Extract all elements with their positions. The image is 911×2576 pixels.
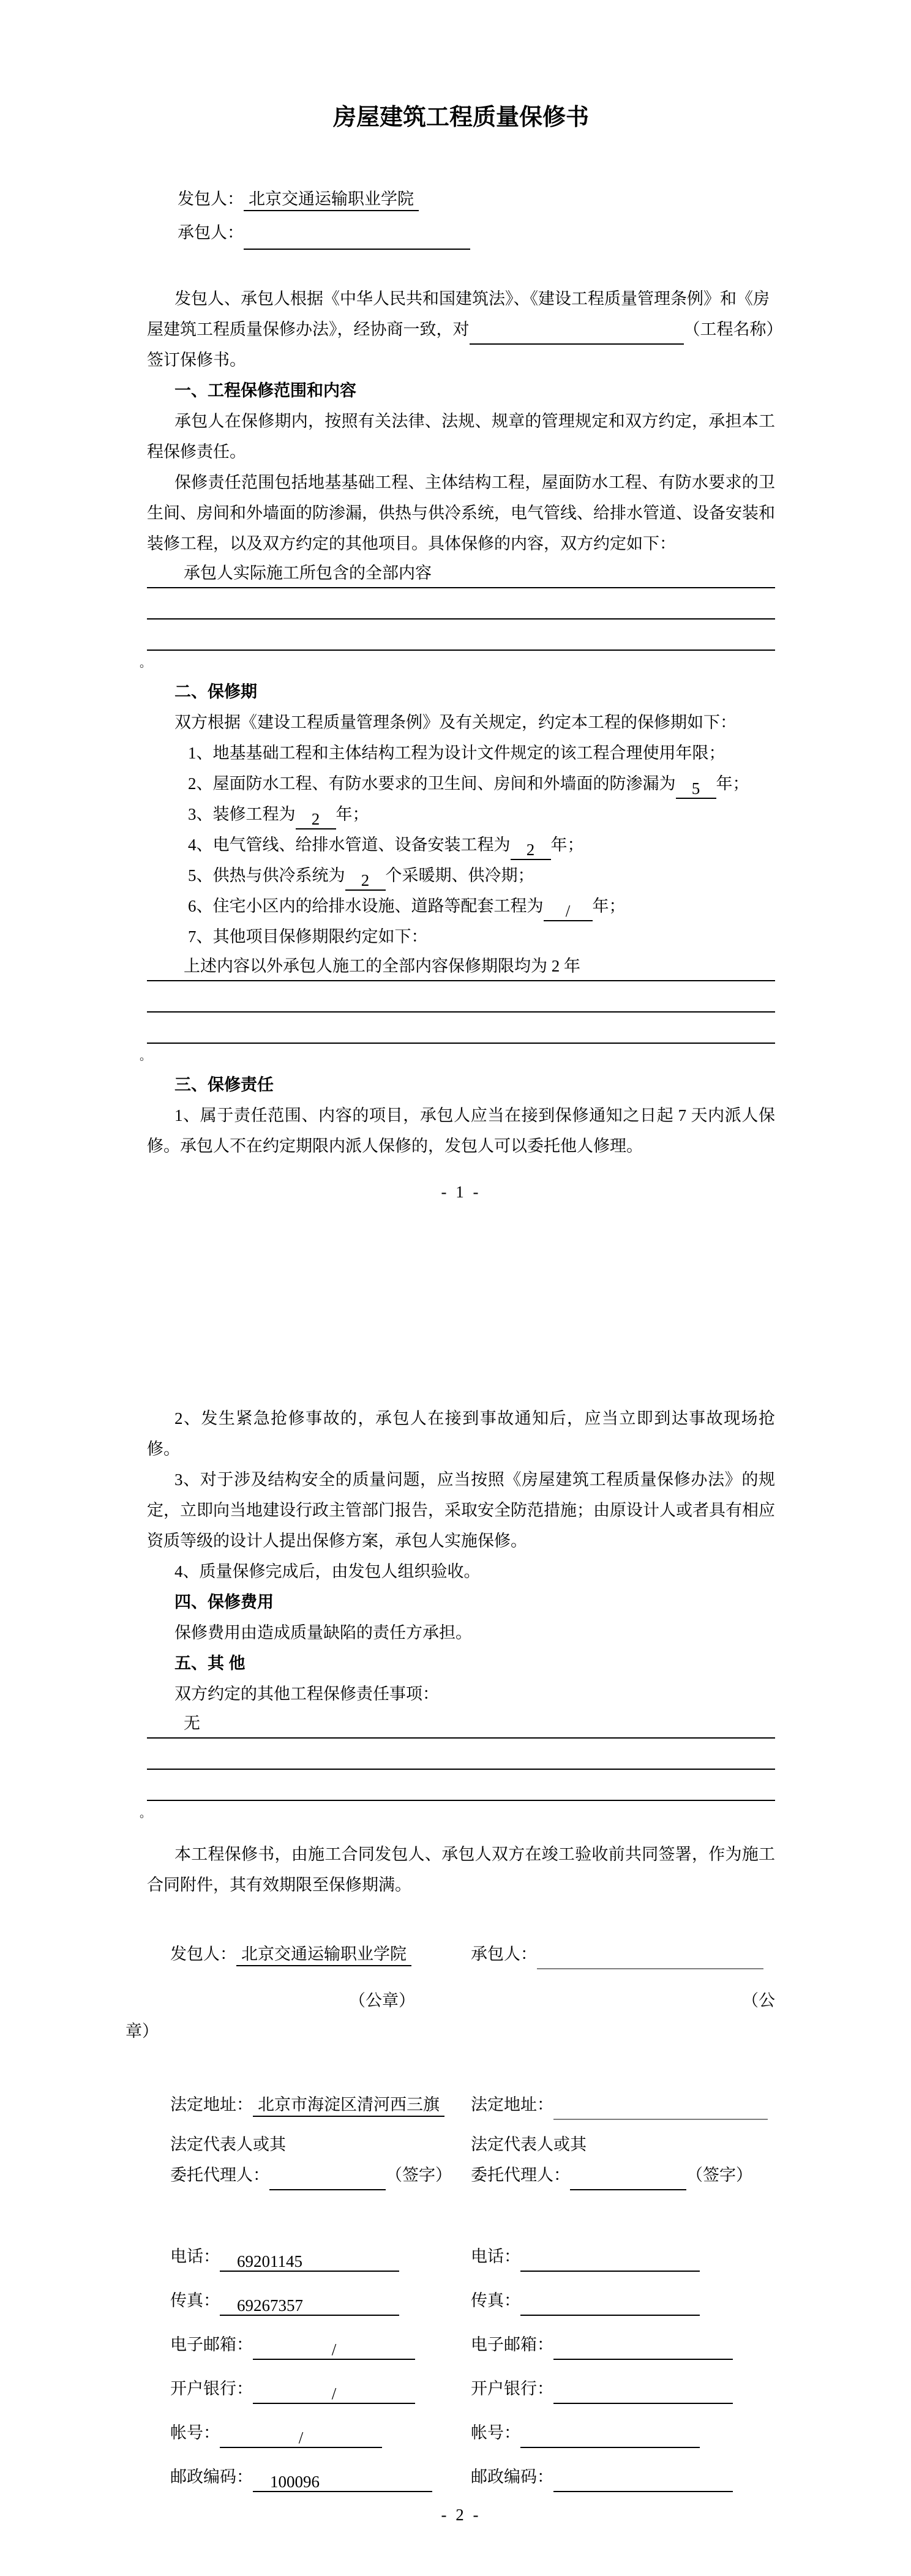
project-name-blank-field bbox=[470, 324, 684, 345]
section1-paragraph-2: 保修责任范围包括地基基础工程、主体结构工程，屋面防水工程、有防水要求的卫生间、房间和外墙面的防渗漏，供热与供冷系统，电气管线、给排水管道、设备安装和装修工程，以及双方约定的其他项目。具体保修的内容，双方约定如下： bbox=[147, 473, 775, 553]
section3-paragraph-4: 4、质量保修完成后，由发包人组织验收。 bbox=[174, 1562, 481, 1581]
zip-blank-field-right bbox=[553, 2471, 733, 2492]
address-blank-field-right bbox=[553, 2099, 768, 2120]
fax-row bbox=[147, 2285, 775, 2316]
warranty-item-6: 6、住宅小区内的给排水设施、道路等配套工程为 / 年； bbox=[188, 897, 626, 920]
section3-heading: 三、保修责任 bbox=[174, 1076, 274, 1094]
fax-blank-field-right bbox=[520, 2295, 700, 2316]
employer-row bbox=[147, 182, 775, 216]
warranty-item-4-blank: 2 bbox=[511, 839, 551, 860]
warranty-item-5-blank: 2 bbox=[345, 870, 386, 891]
phone-label-right: 电话： bbox=[471, 2247, 520, 2266]
address-label-right: 法定地址： bbox=[471, 2095, 553, 2114]
section1-heading: 一、工程保修范围和内容 bbox=[174, 381, 356, 400]
representative-row bbox=[147, 2129, 775, 2160]
section4-paragraph-1: 保修费用由造成质量缺陷的责任方承担。 bbox=[174, 1623, 472, 1642]
warranty-item-5: 5、供热与供冷系统为 2 个采暖期、供冷期； bbox=[188, 866, 534, 889]
account-row bbox=[147, 2417, 775, 2448]
warranty-item-1: 1、地基基础工程和主体结构工程为设计文件规定的该工程合理使用年限； bbox=[188, 744, 725, 762]
representative-label-left: 法定代表人或其 bbox=[170, 2135, 286, 2154]
signature-employer bbox=[147, 1939, 471, 1969]
phone-row bbox=[147, 2241, 775, 2272]
signature-contractor-label: 承包人： bbox=[471, 1945, 537, 1963]
section5-heading: 五、其 他 bbox=[174, 1654, 246, 1672]
section2-fill-text: 上述内容以外承包人施工的全部内容保修期限均为 2 年 bbox=[184, 957, 580, 975]
warranty-item-2: 2、屋面防水工程、有防水要求的卫生间、房间和外墙面的防渗漏为 5 年； bbox=[188, 774, 749, 798]
section5-paragraph-1: 双方约定的其他工程保修责任事项： bbox=[174, 1685, 439, 1703]
period-mark: 。 bbox=[140, 657, 152, 670]
section2-intro: 双方根据《建设工程质量管理条例》及有关规定，约定本工程的保修期如下： bbox=[174, 713, 737, 732]
zip-label-left: 邮政编码： bbox=[170, 2468, 253, 2486]
address-value-left: 北京市海淀区清河西三旗 bbox=[253, 2095, 444, 2117]
phone-label-left: 电话： bbox=[170, 2247, 220, 2266]
fax-value-left: 69267357 bbox=[220, 2295, 399, 2316]
email-label-left: 电子邮箱： bbox=[170, 2335, 253, 2354]
agent-label-right: 委托代理人： bbox=[471, 2166, 570, 2184]
fax-label-right: 传真： bbox=[471, 2291, 520, 2310]
blank-rule-line bbox=[147, 1770, 775, 1801]
bank-blank-field-right bbox=[553, 2383, 733, 2404]
intro-text-after: （工程名称）签订保修书。 bbox=[147, 320, 774, 369]
account-value-left: / bbox=[220, 2427, 382, 2448]
account-label-left: 帐号： bbox=[170, 2424, 220, 2442]
period-mark: 。 bbox=[140, 1807, 152, 1820]
blank-rule-line bbox=[147, 1739, 775, 1770]
email-row bbox=[147, 2329, 775, 2360]
email-blank-field-right bbox=[553, 2339, 733, 2360]
email-label-right: 电子邮箱： bbox=[471, 2335, 553, 2354]
contractor-row bbox=[147, 216, 775, 250]
section5-fill-line bbox=[147, 1709, 775, 1739]
warranty-item-2-blank: 5 bbox=[676, 778, 716, 799]
zip-value-left: 100096 bbox=[253, 2471, 432, 2492]
email-value-left: / bbox=[253, 2339, 415, 2360]
section1-fill-text: 承包人实际施工所包含的全部内容 bbox=[184, 564, 432, 582]
signature-employer-value: 北京交通运输职业学院 bbox=[236, 1945, 411, 1966]
signature-employer-label: 发包人： bbox=[170, 1945, 236, 1963]
agent-row bbox=[147, 2160, 775, 2190]
fax-label-left: 传真： bbox=[170, 2291, 220, 2310]
representative-label-right: 法定代表人或其 bbox=[471, 2135, 587, 2154]
section3-paragraph-1: 1、属于责任范围、内容的项目，承包人应当在接到保修通知之日起 7 天内派人保修。承包人不在约定期限内派人保修的，发包人可以委托他人修理。 bbox=[147, 1106, 775, 1155]
blank-rule-line bbox=[147, 588, 775, 620]
agent-blank-field-right bbox=[570, 2170, 686, 2190]
signature-row bbox=[147, 1939, 775, 1969]
warranty-item-4: 4、电气管线、给排水管道、设备安装工程为 2 年； bbox=[188, 836, 584, 859]
employer-value: 北京交通运输职业学院 bbox=[244, 190, 419, 211]
bank-label-left: 开户银行： bbox=[170, 2379, 253, 2398]
agent-label-left: 委托代理人： bbox=[170, 2166, 269, 2184]
blank-rule-line bbox=[147, 620, 775, 651]
section2-fill-line bbox=[147, 952, 775, 981]
seal-right-label-wrap: 章） bbox=[126, 2022, 159, 2040]
bank-value-left: / bbox=[253, 2383, 415, 2404]
phone-value-left: 69201145 bbox=[220, 2251, 399, 2272]
address-row bbox=[147, 2089, 775, 2120]
warranty-item-7: 7、其他项目保修期限约定如下： bbox=[188, 927, 428, 946]
agent-sign-right: （签字） bbox=[686, 2166, 752, 2184]
section3-paragraph-3: 3、对于涉及结构安全的质量问题，应当按照《房屋建筑工程质量保修办法》的规定，立即向当地建设行政主管部门报告，采取安全防范措施；由原设计人或者具有相应资质等级的设计人提出保修方案，承包人实施保修。 bbox=[147, 1470, 775, 1550]
zip-label-right: 邮政编码： bbox=[471, 2468, 553, 2486]
page1-number: - 1 - bbox=[441, 1183, 481, 1201]
agent-sign-left: （签字） bbox=[386, 2166, 452, 2184]
bank-row bbox=[147, 2373, 775, 2404]
closing-paragraph: 本工程保修书，由施工合同发包人、承包人双方在竣工验收前共同签署，作为施工合同附件，其有效期限至保修期满。 bbox=[147, 1845, 775, 1894]
section2-heading: 二、保修期 bbox=[174, 683, 257, 701]
section1-fill-line bbox=[147, 559, 775, 588]
party-block bbox=[147, 182, 775, 250]
seal-right-label-open: （公 bbox=[742, 1991, 775, 2010]
account-blank-field-right bbox=[520, 2427, 700, 2448]
seal-row bbox=[147, 1985, 775, 2016]
period-mark: 。 bbox=[140, 1050, 152, 1063]
bank-label-right: 开户银行： bbox=[471, 2379, 553, 2398]
page-title: 房屋建筑工程质量保修书 bbox=[332, 105, 589, 130]
seal-left-label: （公章） bbox=[349, 1991, 415, 2010]
intro-paragraph bbox=[147, 283, 775, 375]
blank-rule-line bbox=[147, 1013, 775, 1044]
employer-label: 发包人： bbox=[178, 190, 244, 208]
page2-number: - 2 - bbox=[441, 2506, 481, 2524]
contractor-label: 承包人： bbox=[178, 223, 244, 242]
blank-rule-line bbox=[147, 981, 775, 1013]
address-label-left: 法定地址： bbox=[170, 2095, 253, 2114]
section5-fill-text: 无 bbox=[184, 1714, 200, 1732]
warranty-item-6-blank: / bbox=[544, 900, 593, 921]
warranty-item-3-blank: 2 bbox=[296, 809, 336, 829]
warranty-item-3: 3、装修工程为 2 年； bbox=[188, 805, 369, 828]
agent-blank-field-left bbox=[269, 2170, 386, 2190]
zip-row bbox=[147, 2462, 775, 2492]
signature-contractor bbox=[471, 1939, 775, 1969]
intro-text-before: 发包人、承包人根据《中华人民共和国建筑法》、《建设工程质量管理条例》和《房屋建筑工程质量保修办法》，经协商一致，对 bbox=[147, 290, 770, 339]
phone-blank-field-right bbox=[520, 2251, 700, 2272]
signature-contractor-blank-field bbox=[537, 1949, 763, 1969]
contractor-blank-field bbox=[244, 229, 470, 250]
section1-paragraph-1: 承包人在保修期内，按照有关法律、法规、规章的管理规定和双方约定，承担本工程保修责任。 bbox=[147, 412, 775, 461]
section4-heading: 四、保修费用 bbox=[174, 1593, 274, 1611]
account-label-right: 帐号： bbox=[471, 2424, 520, 2442]
section3-paragraph-2: 2、发生紧急抢修事故的，承包人在接到事故通知后，应当立即到达事故现场抢修。 bbox=[147, 1409, 775, 1458]
